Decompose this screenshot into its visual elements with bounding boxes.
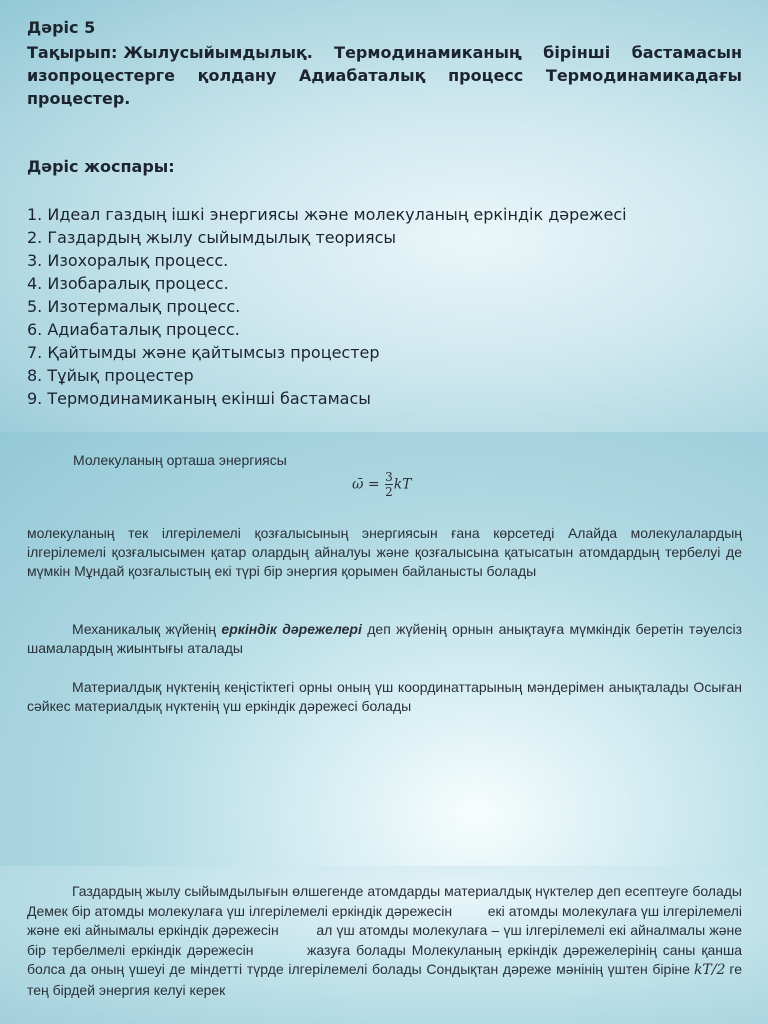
formula-rhs: kT: [393, 476, 412, 493]
paragraph-2-start: Механикалық жүйенің: [72, 621, 216, 637]
plan-item: 8. Тұйық процестер: [27, 366, 194, 385]
fraction-denominator: 2: [385, 485, 393, 499]
energy-fraction-math: kT/2: [693, 962, 726, 978]
topic: [27, 41, 742, 110]
topic-text: Жылусыйымдылық. Термодинамиканың бірінші бастамасын изопроцестерге қолдану Адиабаталық процесс Термодинамикадағы процестер.: [27, 43, 742, 108]
plan-item: 9. Термодинамиканың екінші бастамасы: [27, 389, 371, 408]
plan-item: 1. Идеал газдың ішкі энергиясы және молекуланың еркіндік дәрежесі: [27, 205, 627, 224]
plan-title: Дәріс жоспары:: [27, 157, 175, 176]
plan-list: [27, 203, 627, 410]
plan-item: 2. Газдардың жылу сыйымдылық теориясы: [27, 228, 397, 247]
slide-heat-capacity: [0, 866, 768, 1024]
formula-fraction: [385, 470, 393, 499]
average-energy-formula: [352, 470, 412, 499]
slide-lecture-plan: [0, 0, 768, 432]
heat-capacity-paragraph: [27, 882, 746, 1000]
paragraph-text-end: ге тең бірдей энергия келуі керек: [27, 961, 746, 998]
slide-degrees-of-freedom: [0, 432, 768, 866]
plan-item: 4. Изобаралық процесс.: [27, 274, 229, 293]
emphasized-term: еркіндік дәрежелері: [221, 621, 362, 637]
formula-lhs: ω̄: [352, 476, 364, 493]
paragraph-text: Газдардың жылу сыйымдылығын өлшегенде атомдарды материалдық нүктелер деп есептеуге болады Демек бір атомды молекулаға үш ілгерілемелі еркіндік дәрежесін екі атомды молекулаға үш ілгерілемелі және екі айнымалы еркіндік дәрежесін ал үш атомды молекулаға – үш ілгерілемелі екі айналмалы және бір тербелмелі еркіндік дәрежесін жазуға болады Молекуланың еркіндік дәрежелерінің саны қанша болса да оның үшеуі де міндетті түрде ілгерілемелі болады Сондықтан дәреже мәнінің үштен біріне: [27, 883, 746, 977]
plan-item: 5. Изотермалық процесс.: [27, 297, 241, 316]
paragraph-3: Материалдық нүктенің кеңістіктегі орны оның үш координаттарының мәндерімен анықталады Осыған сәйкес материалдық нүктенің үш еркіндік дәрежесі болады: [27, 679, 742, 714]
paragraph-2-end: деп жүйенің орнын анықтауға мүмкіндік беретін тәуелсіз шамалардың жиынтығы аталады: [27, 621, 742, 656]
plan-item: 7. Қайтымды және қайтымсыз процестер: [27, 343, 380, 362]
paragraph-2: [27, 620, 742, 658]
fraction-numerator: 3: [385, 470, 393, 484]
plan-item: 6. Адиабаталық процесс.: [27, 320, 240, 339]
plan-item: 3. Изохоралық процесс.: [27, 251, 229, 270]
topic-label: Тақырып:: [27, 43, 118, 62]
formula-equals: =: [367, 476, 380, 493]
paragraph-1: молекуланың тек ілгерілемелі қозғалысының энергиясын ғана көрсетеді Алайда молекулалардың ілгерілемелі қозғалысымен қатар олардың айналуы және қозғалысына қатысатын атомдардың тербелуі де мүмкін Мұндай қозғалыстың екі түрі бір энергия қорымен байланысты болады: [27, 525, 742, 579]
intro-text: Молекуланың орташа энергиясы: [73, 452, 287, 468]
lecture-number: Дәріс 5: [27, 18, 96, 37]
